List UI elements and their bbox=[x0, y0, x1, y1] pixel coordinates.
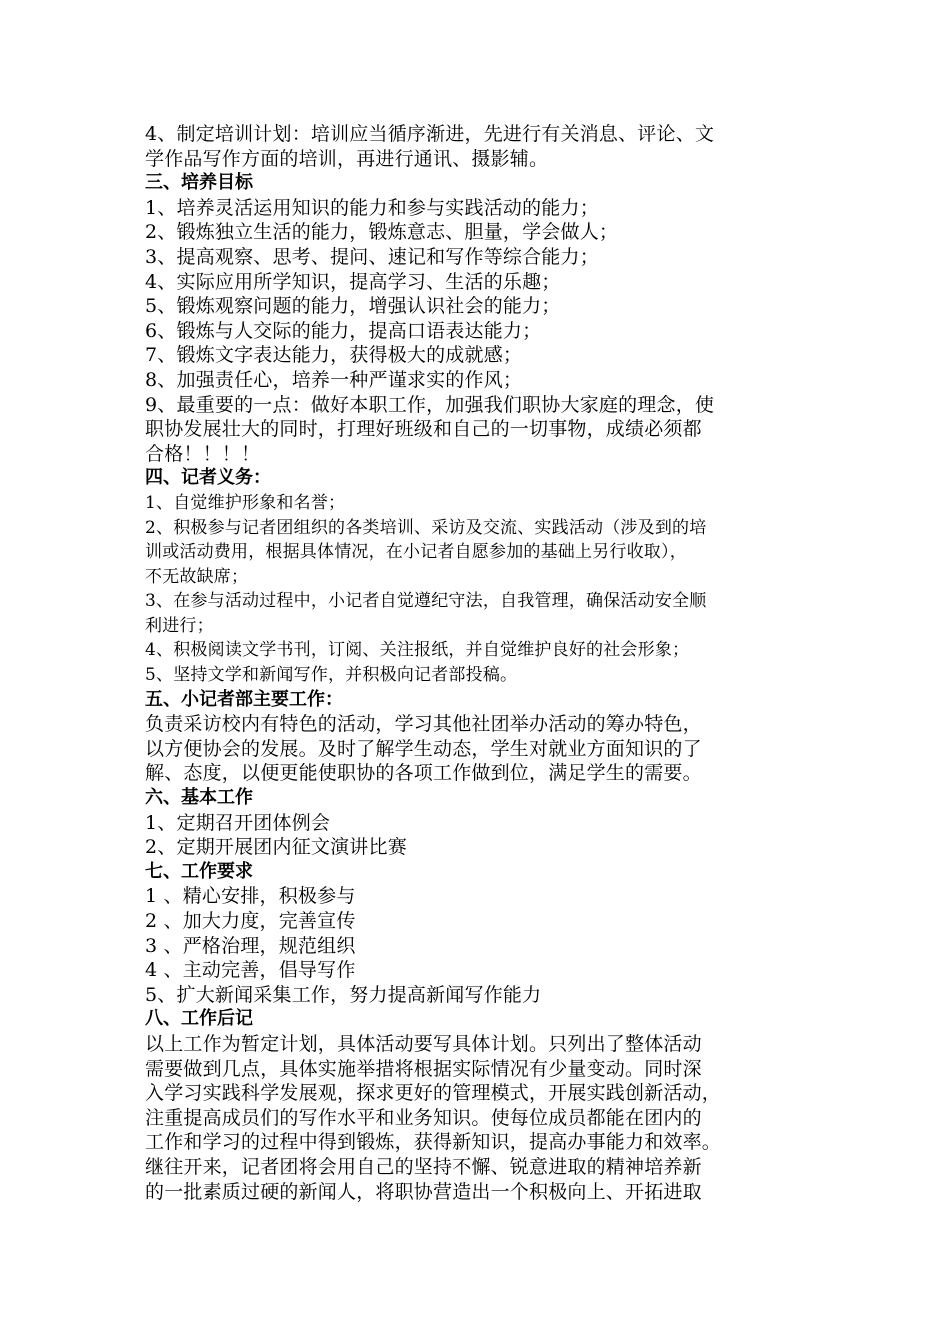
body-line: 继往开来，记者团将会用自己的坚持不懈、锐意进取的精神培养新 bbox=[145, 1155, 702, 1178]
body-line: 4 、主动完善，倡导写作 bbox=[145, 959, 356, 982]
body-line: 学作品写作方面的培训，再进行通讯、摄影辅。 bbox=[145, 147, 549, 170]
body-line: 以上工作为暂定计划，具体活动要写具体计划。只列出了整体活动 bbox=[145, 1032, 702, 1055]
body-line: 3、提高观察、思考、提问、速记和写作等综合能力； bbox=[145, 245, 599, 268]
section-heading: 八、工作后记 bbox=[145, 1008, 253, 1030]
body-line: 工作和学习的过程中得到锻炼，获得新知识，提高办事能力和效率。 bbox=[145, 1131, 722, 1154]
body-line: 5、锻炼观察问题的能力，增强认识社会的能力； bbox=[145, 295, 561, 318]
body-line: 入学习实践科学发展观，探求更好的管理模式，开展实践创新活动， bbox=[145, 1082, 722, 1105]
body-line: 不无故缺席； bbox=[145, 566, 249, 587]
body-line: 负责采访校内有特色的活动，学习其他社团举办活动的筹办特色， bbox=[145, 713, 702, 736]
body-line: 注重提高成员们的写作水平和业务知识。使每位成员都能在团内的 bbox=[145, 1106, 702, 1129]
body-line: 利进行； bbox=[145, 615, 214, 636]
section-heading: 三、培养目标 bbox=[145, 172, 253, 194]
body-line: 的一批素质过硬的新闻人，将职协营造出一个积极向上、开拓进取 bbox=[145, 1180, 702, 1203]
body-line: 合格！！！！ bbox=[145, 442, 261, 465]
section-heading: 七、工作要求 bbox=[145, 860, 253, 882]
body-line: 3 、严格治理，规范组织 bbox=[145, 934, 356, 957]
body-line: 1、培养灵活运用知识的能力和参与实践活动的能力； bbox=[145, 196, 599, 219]
body-line: 8、加强责任心，培养一种严谨求实的作风； bbox=[145, 368, 523, 391]
body-line: 1、自觉维护形象和名誉； bbox=[145, 492, 346, 513]
body-line: 2、积极参与记者团组织的各类培训、采访及交流、实践活动（涉及到的培 bbox=[145, 517, 707, 538]
body-line: 5、坚持文学和新闻写作，并积极向记者部投稿。 bbox=[145, 665, 518, 686]
body-line: 2、锻炼独立生活的能力，锻炼意志、胆量，学会做人； bbox=[145, 221, 619, 244]
body-line: 2 、加大力度，完善宣传 bbox=[145, 910, 356, 932]
section-heading: 五、小记者部主要工作： bbox=[145, 688, 343, 710]
section-heading: 四、记者义务： bbox=[145, 467, 271, 489]
body-line: 职协发展壮大的同时，打理好班级和自己的一切事物，成绩必须都 bbox=[145, 418, 702, 441]
body-line: 9、最重要的一点：做好本职工作，加强我们职协大家庭的理念，使 bbox=[145, 393, 715, 416]
body-line: 5、扩大新闻采集工作，努力提高新闻写作能力 bbox=[145, 983, 542, 1006]
body-line: 6、锻炼与人交际的能力，提高口语表达能力； bbox=[145, 319, 542, 342]
body-line: 7、锻炼文字表达能力，获得极大的成就感； bbox=[145, 344, 523, 367]
body-line: 4、实际应用所学知识，提高学习、生活的乐趣； bbox=[145, 270, 561, 293]
body-line: 1、定期召开团体例会 bbox=[145, 811, 331, 834]
section-heading: 六、基本工作 bbox=[145, 787, 253, 809]
body-line: 训或活动费用，根据具体情况，在小记者自愿参加的基础上另行收取）， bbox=[145, 542, 687, 563]
body-line: 4、积极阅读文学书刊，订阅、关注报纸，并自觉维护良好的社会形象； bbox=[145, 640, 690, 661]
body-line: 解、态度，以便更能使职协的各项工作做到位，满足学生的需要。 bbox=[145, 762, 702, 785]
body-line: 2、定期开展团内征文演讲比赛 bbox=[145, 836, 407, 859]
body-line: 3、在参与活动过程中，小记者自觉遵纪守法，自我管理，确保活动安全顺 bbox=[145, 591, 707, 612]
document-page bbox=[145, 122, 810, 1204]
body-line: 4、制定培训计划：培训应当循序渐进，先进行有关消息、评论、文 bbox=[145, 123, 715, 145]
body-line: 需要做到几点，具体实施举措将根据实际情况有少量变动。同时深 bbox=[145, 1057, 702, 1080]
body-line: 以方便协会的发展。及时了解学生动态，学生对就业方面知识的了 bbox=[145, 737, 702, 760]
body-line: 1 、精心安排，积极参与 bbox=[145, 885, 356, 908]
